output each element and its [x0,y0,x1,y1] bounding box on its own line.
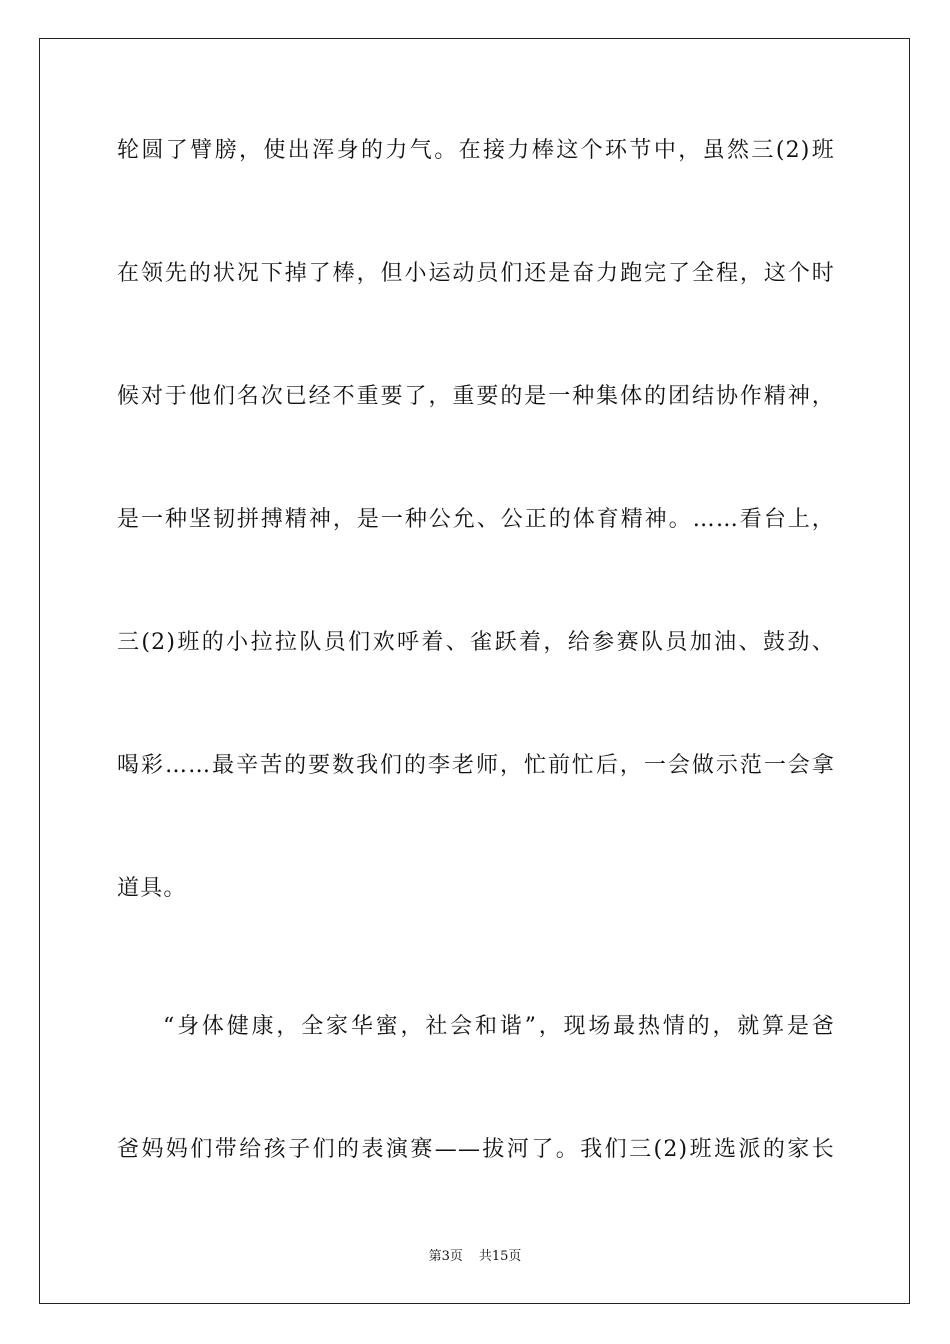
page-number: 第3页 [428,1249,463,1264]
paragraph-line: 在领先的状况下掉了棒，但小运动员们还是奋力跑完了全程，这个时 [117,261,835,286]
total-pages: 共15页 [478,1249,522,1264]
page-footer [0,1249,950,1265]
page-border [39,38,910,1304]
paragraph-line: 轮圆了臂膀，使出浑身的力气。在接力棒这个环节中，虽然三(2)班 [117,138,835,163]
paragraph-line: 道具。 [117,876,187,901]
paragraph-line: 是一种坚韧拼搏精神，是一种公允、公正的体育精神。……看台上， [117,507,835,532]
paragraph-line: 喝彩……最辛苦的要数我们的李老师，忙前忙后，一会做示范一会拿 [117,753,835,778]
paragraph-first-line: “身体健康，全家华蜜，社会和谐”，现场最热情的，就算是爸 [163,1014,835,1039]
paragraph-line: 候对于他们名次已经不重要了，重要的是一种集体的团结协作精神， [117,384,835,409]
paragraph-line: 爸妈妈们带给孩子们的表演赛——拔河了。我们三(2)班选派的家长 [117,1137,835,1162]
paragraph-line: 三(2)班的小拉拉队员们欢呼着、雀跃着，给参赛队员加油、鼓劲、 [117,630,835,655]
